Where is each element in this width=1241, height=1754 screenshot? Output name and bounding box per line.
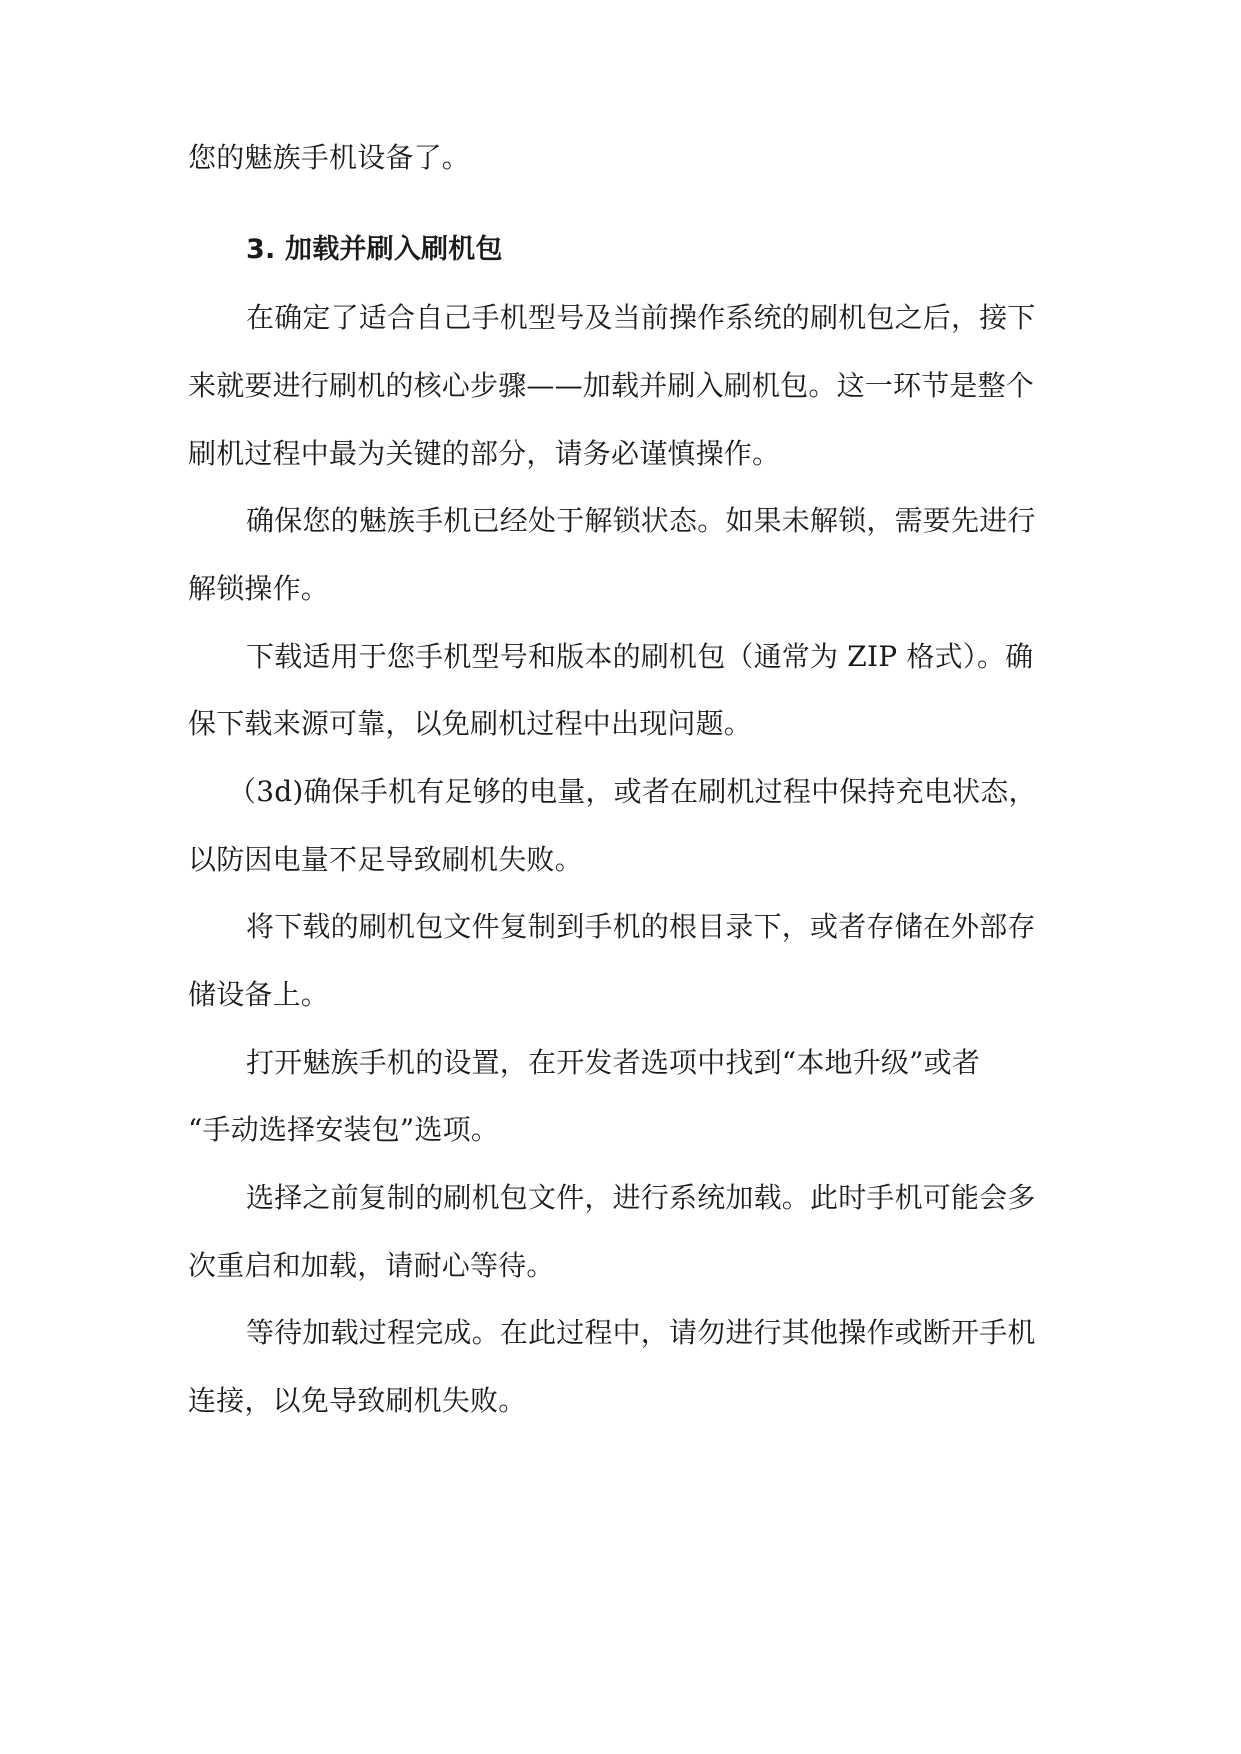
paragraph-line: 以防因电量不足导致刷机失败。 — [188, 843, 583, 876]
paragraph-line: 刷机过程中最为关键的部分，请务必谨慎操作。 — [188, 437, 781, 470]
intro-tail-text: 您的魅族手机设备了。 — [188, 141, 471, 174]
paragraph-line: 在确定了适合自己手机型号及当前操作系统的刷机包之后，接下 — [246, 301, 1036, 334]
paragraph-line: 储设备上。 — [188, 978, 330, 1011]
paragraph-line: 下载适用于您手机型号和版本的刷机包（通常为 ZIP 格式）。确 — [246, 640, 1034, 673]
paragraph-line: 连接，以免导致刷机失败。 — [188, 1384, 527, 1417]
paragraph-line: 解锁操作。 — [188, 572, 330, 605]
section-heading: 3. 加载并刷入刷机包 — [246, 234, 503, 265]
paragraph-line: “手动选择安装包”选项。 — [188, 1113, 500, 1146]
paragraph-line: 打开魅族手机的设置，在开发者选项中找到“本地升级”或者 — [246, 1046, 981, 1079]
paragraph-line: 选择之前复制的刷机包文件，进行系统加载。此时手机可能会多 — [246, 1181, 1036, 1214]
paragraph-line: 确保您的魅族手机已经处于解锁状态。如果未解锁，需要先进行 — [246, 504, 1036, 537]
paragraph-line: 等待加载过程完成。在此过程中，请勿进行其他操作或断开手机 — [246, 1316, 1036, 1349]
paragraph-line: 次重启和加载，请耐心等待。 — [188, 1249, 555, 1282]
paragraph-line: 保下载来源可靠，以免刷机过程中出现问题。 — [188, 707, 753, 740]
paragraph-line: （3d)确保手机有足够的电量，或者在刷机过程中保持充电状态， — [228, 775, 1037, 808]
paragraph-line: 将下载的刷机包文件复制到手机的根目录下，或者存储在外部存 — [246, 910, 1036, 943]
paragraph-line: 来就要进行刷机的核心步骤——加载并刷入刷机包。这一环节是整个 — [188, 369, 1035, 402]
